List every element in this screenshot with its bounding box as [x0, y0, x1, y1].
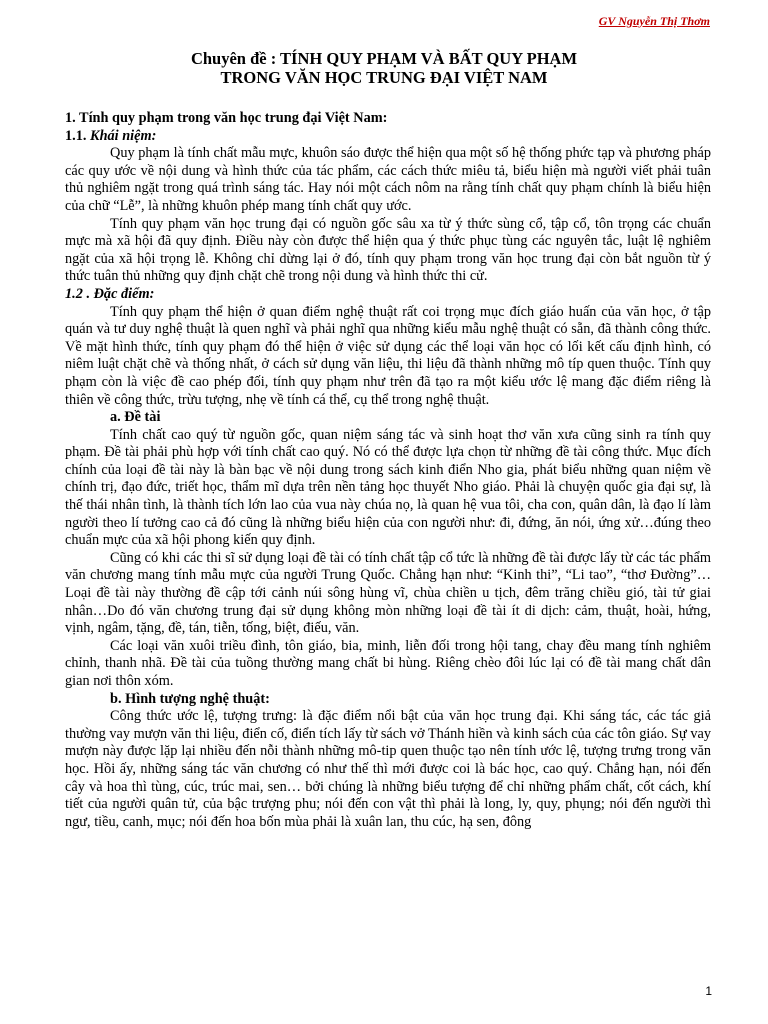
subsection-1-2-heading: 1.2 . Đặc điểm: — [65, 285, 155, 302]
paragraph: Tính chất cao quý từ nguồn gốc, quan niệm sáng tác và sinh hoạt thơ văn xưa cũng sinh ra tính quy phạm. Đề tài phải phù hợp với tính chất cao quý. Nó có thể được lựa chọn từ những đề tài công thức. Mục đích chính của loại đề tài này là bàn bạc về nội dung trong sách kinh điển Nho gia, phát biểu những quan niệm về chính trị, đạo đức, triết học, thẩm mĩ dựa trên nền tảng học thuyết Nho giáo. Phải là chuyện quốc gia đại sự, là thế thái nhân tình, là thành tích lớn lao của vua này chúa nọ, là quan hệ vua tôi, cha con, quân dân, là đạo lí làm người theo lí tưởng cao cả đó cũng là những biểu hiện của con người như: đi, đứng, ăn nói, ứng xử…đúng theo chuẩn mực của xã hội phong kiến quy định. — [65, 426, 711, 549]
paragraph: Các loại văn xuôi triều đình, tôn giáo, bia, minh, liễn đối trong hội tang, chay đều mang tính nghiêm chỉnh, thanh nhã. Đề tài của tuồng thường mang chất bi hùng. Riêng chèo đôi lúc lại có đề tài mang chất dân gian nơi thôn xóm. — [65, 637, 711, 689]
paragraph: Công thức ước lệ, tượng trưng: là đặc điểm nổi bật của văn học trung đại. Khi sáng tác, các tác giả thường vay mượn văn thi liệu, điển cố, điển tích lấy từ sách vở Thánh hiền và kinh sách của các tôn giáo. Sự vay mượn này được lặp lại nhiều đến nỗi thành những mô-tip quen thuộc tạo nên tính ước lệ, tượng trưng trong văn học. Hồi ấy, những sáng tác văn chương có như thế thì mới được coi là bác học, cao quý. Chẳng hạn, nói đến cây và hoa thì tùng, cúc, trúc mai, sen… bởi chúng là những biểu tượng để chỉ những phẩm chất, cốt cách, khí tiết của người quân tử, của bậc trượng phu; nói đến con vật thì phải là long, ly, quy, phụng; nói đến người thì ngư, tiều, canh, mục; nói đến hoa bốn mùa phải là xuân lan, thu cúc, hạ sen, đông — [65, 708, 711, 830]
subheading-b: b. Hình tượng nghệ thuật: — [110, 690, 270, 707]
title-line-2: TRONG VĂN HỌC TRUNG ĐẠI VIỆT NAM — [220, 68, 548, 87]
paragraph: Quy phạm là tính chất mẫu mực, khuôn sáo được thể hiện qua một số hệ thống phức tạp và phương pháp các quy ước về nội dung và hình thức của tác phẩm, các cách thức miêu tả, biểu hiện mà người viết phải tuân thủ nghiêm ngặt trong quá trình sáng tác. Hay nói một cách nôm na rằng tính chất quy phạm chính là biểu hiện của chữ “Lễ”, là những khuôn phép mang tính chất quy ước. — [65, 145, 711, 214]
title-line-1: Chuyên đề : TÍNH QUY PHẠM VÀ BẤT QUY PHẠM — [190, 49, 578, 68]
subsection-1-1-heading — [65, 128, 711, 146]
subsection-number: 1.1. — [65, 127, 91, 144]
page-number: 1 — [705, 984, 712, 998]
header-author: GV Nguyễn Thị Thơm — [598, 14, 710, 28]
paragraph: Tính quy phạm văn học trung đại có nguồn gốc sâu xa từ ý thức sùng cổ, tập cổ, tôn trọng các chuẩn mực mà xã hội đã quy định. Điều này còn được thể hiện qua ý thức phục tùng các nguyên tắc, luật lệ nghiêm ngặt của xã hội trọng lễ. Không chỉ dừng lại ở đó, tính quy phạm trong văn học trung đại còn bắt nguồn từ ý thức tuân thủ những quy định chặt chẽ trong nội dung và hình thức thi cử. — [65, 215, 711, 285]
subsection-title: Khái niệm: — [90, 127, 157, 144]
document-title — [0, 49, 768, 87]
section-heading: 1. Tính quy phạm trong văn học trung đại Việt Nam: — [65, 110, 388, 126]
document-body — [65, 110, 711, 831]
paragraph: Cũng có khi các thi sĩ sử dụng loại đề tài có tính chất tập cổ tức là những đề tài được lấy từ các tác phẩm văn chương mang tính mẫu mực của người Trung Quốc. Chẳng hạn như: “Kinh thi”, “Li tao”, “thơ Đường”…Loại đề tài này thường đề cập tới cảnh núi sông hùng vĩ, chùa chiền u tịch, đêm trăng chiều gió, tài tử giai nhân…Do đó văn chương trung đại sử dụng không mòn những loại đề tài ít di dịch: cảm, thuật, hoài, hứng, vịnh, ngâm, tặng, đề, tán, tiễn, tống, biệt, điếu, văn. — [65, 549, 711, 637]
subheading-a: a. Đề tài — [110, 409, 161, 426]
paragraph: Tính quy phạm thể hiện ở quan điểm nghệ thuật rất coi trọng mục đích giáo huấn của văn học, ở tập quán và tư duy nghệ thuật là quen nghĩ và phải nghĩ qua những kiểu mẫu nghệ thuật có sẵn, đã thành công thức. Về mặt hình thức, tính quy phạm đó thể hiện ở việc sử dụng các thể loại văn học có lối kết cấu định hình, có niêm luật chặt chẽ và thống nhất, ở cách sử dụng văn liệu, thi liệu đã thành những mô típ quen thuộc. Tính quy phạm còn là việc đề cao phép đối, tính quy phạm như trên đã tạo ra một kiểu ước lệ mang đặc điểm riêng là thiên về công thức, trừu tượng, nhẹ về tính cá thể, cụ thể trong nghệ thuật. — [65, 303, 711, 408]
